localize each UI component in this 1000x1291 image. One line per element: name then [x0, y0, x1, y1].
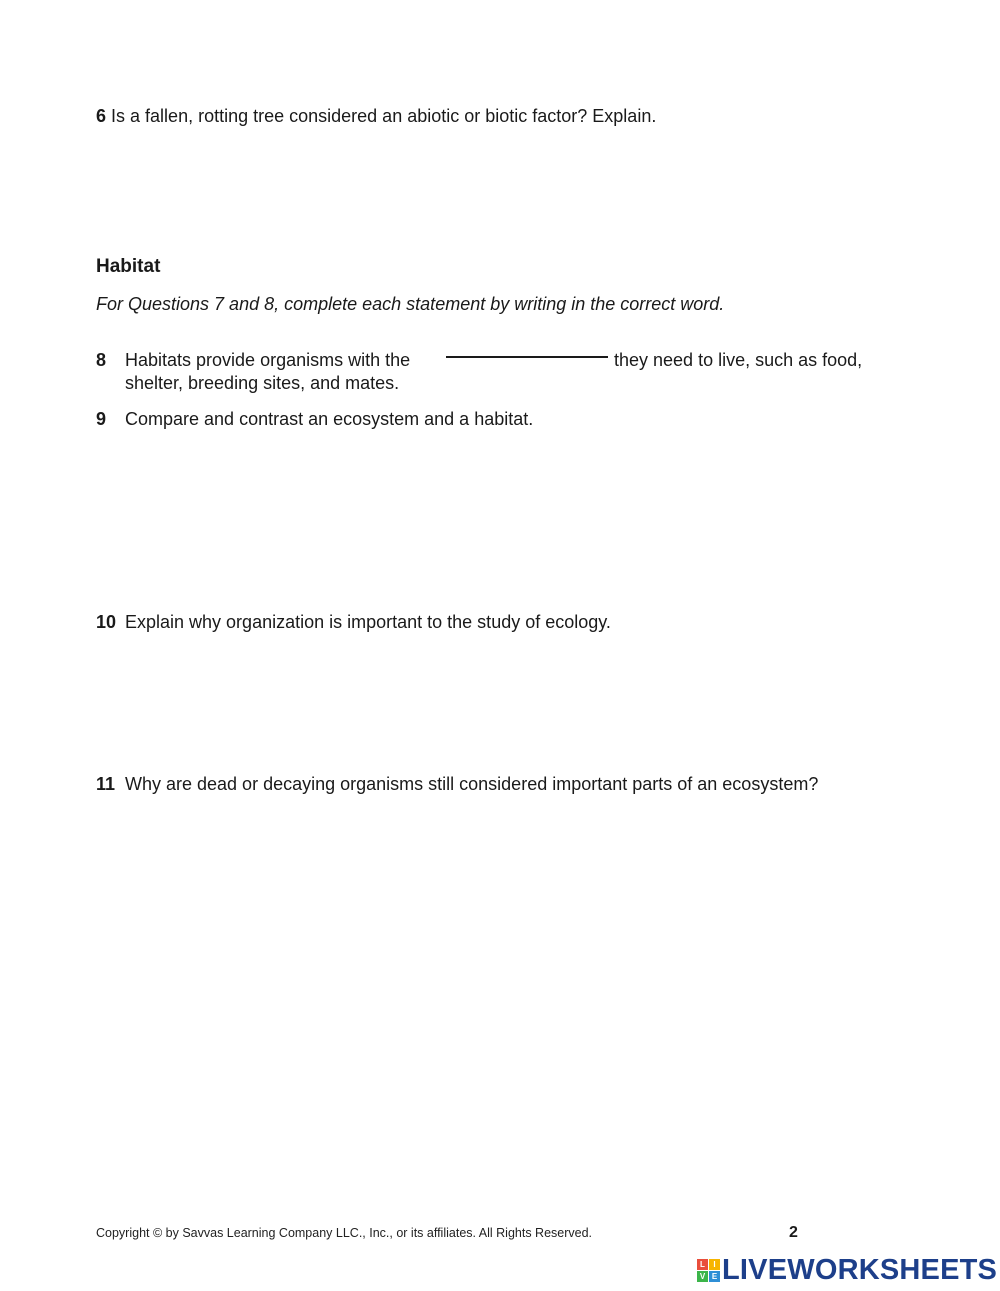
question-text: Is a fallen, rotting tree considered an abiotic or biotic factor? Explain. — [111, 106, 657, 126]
answer-blank[interactable] — [446, 356, 608, 358]
section-heading: Habitat — [96, 256, 161, 277]
question-8-text-line2: shelter, breeding sites, and mates. — [125, 373, 400, 393]
question-9-number: 9 — [96, 409, 107, 429]
question-8-text-before: Habitats provide organisms with the — [125, 350, 411, 370]
question-6 — [96, 105, 656, 127]
question-8-text-after: they need to live, such as food, — [614, 350, 863, 370]
logo-square-v: V — [697, 1271, 708, 1282]
question-10-number: 10 — [96, 612, 117, 632]
question-11-text: Why are dead or decaying organisms still considered important parts of an ecosystem? — [125, 774, 819, 794]
page-number: 2 — [789, 1224, 798, 1241]
question-10-text: Explain why organization is important to the study of ecology. — [125, 612, 611, 632]
logo-square-l: L — [697, 1259, 708, 1270]
question-number: 6 — [96, 106, 107, 126]
copyright-notice: Copyright © by Savvas Learning Company LLC., Inc., or its affiliates. All Rights Reserved. — [96, 1226, 593, 1240]
section-instructions: For Questions 7 and 8, complete each statement by writing in the correct word. — [96, 294, 725, 314]
liveworksheets-logo[interactable] — [697, 1255, 997, 1285]
logo-text: LIVEWORKSHEETS — [722, 1254, 998, 1286]
question-8-number: 8 — [96, 350, 107, 370]
logo-squares-icon — [697, 1259, 720, 1282]
logo-square-e: E — [709, 1271, 720, 1282]
question-9-text: Compare and contrast an ecosystem and a habitat. — [125, 409, 534, 429]
logo-square-i: I — [709, 1259, 720, 1270]
question-11-number: 11 — [96, 774, 116, 794]
